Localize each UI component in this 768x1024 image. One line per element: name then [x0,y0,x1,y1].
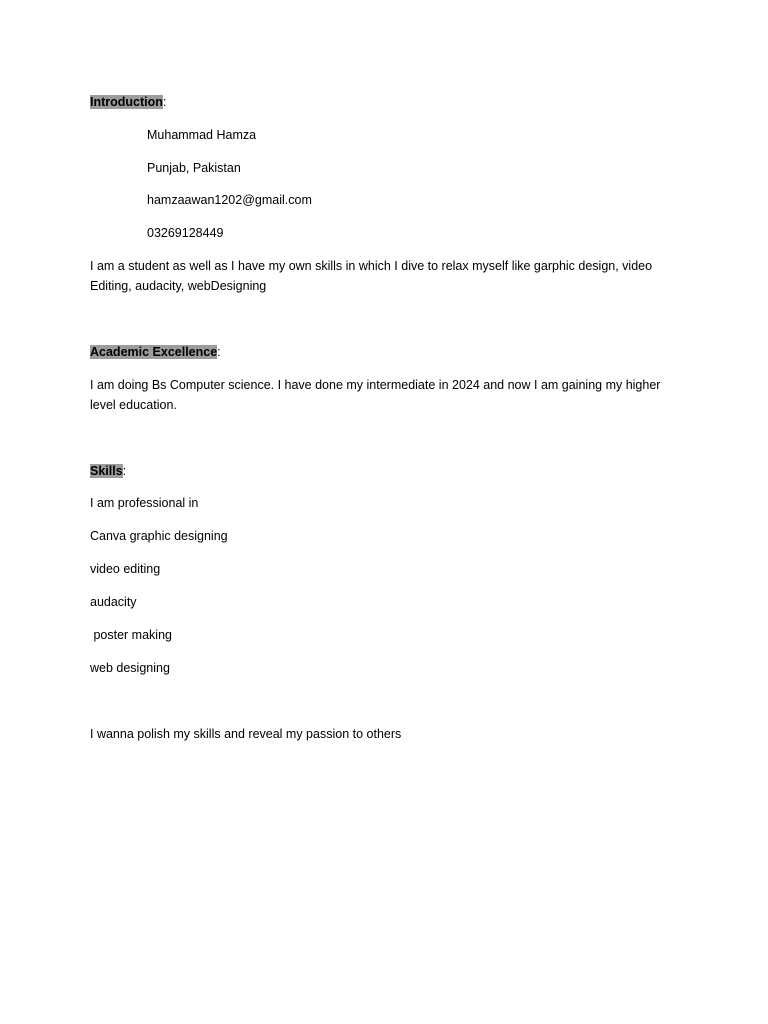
skills-intro: I am professional in [90,496,199,510]
contact-email: hamzaawan1202@gmail.com [147,193,312,207]
introduction-heading-line [90,92,166,112]
introduction-paragraph: I am a student as well as I have my own skills in which I dive to relax myself like garphic design, video Editing, audacity, webDesigning [90,259,653,293]
introduction-heading: Introduction [90,95,163,109]
academic-paragraph: I am doing Bs Computer science. I have done my intermediate in 2024 and now I am gaining my higher level education. [90,378,661,412]
academic-heading-line [90,342,221,362]
skill-item: video editing [90,562,161,576]
skills-heading-colon: : [122,464,127,478]
skill-item: poster making [90,628,172,642]
contact-name: Muhammad Hamza [147,128,257,142]
closing-statement: I wanna polish my skills and reveal my passion to others [90,727,402,741]
skills-heading: Skills [90,464,123,478]
skills-heading-line [90,461,126,481]
skill-item: audacity [90,595,137,609]
skill-item: Canva graphic designing [90,529,228,543]
contact-location: Punjab, Pakistan [147,161,241,175]
introduction-heading-colon: : [162,95,167,109]
contact-phone: 03269128449 [147,226,224,240]
academic-heading-colon: : [217,345,221,359]
skill-item: web designing [90,661,170,675]
academic-heading: Academic Excellence [90,345,218,359]
